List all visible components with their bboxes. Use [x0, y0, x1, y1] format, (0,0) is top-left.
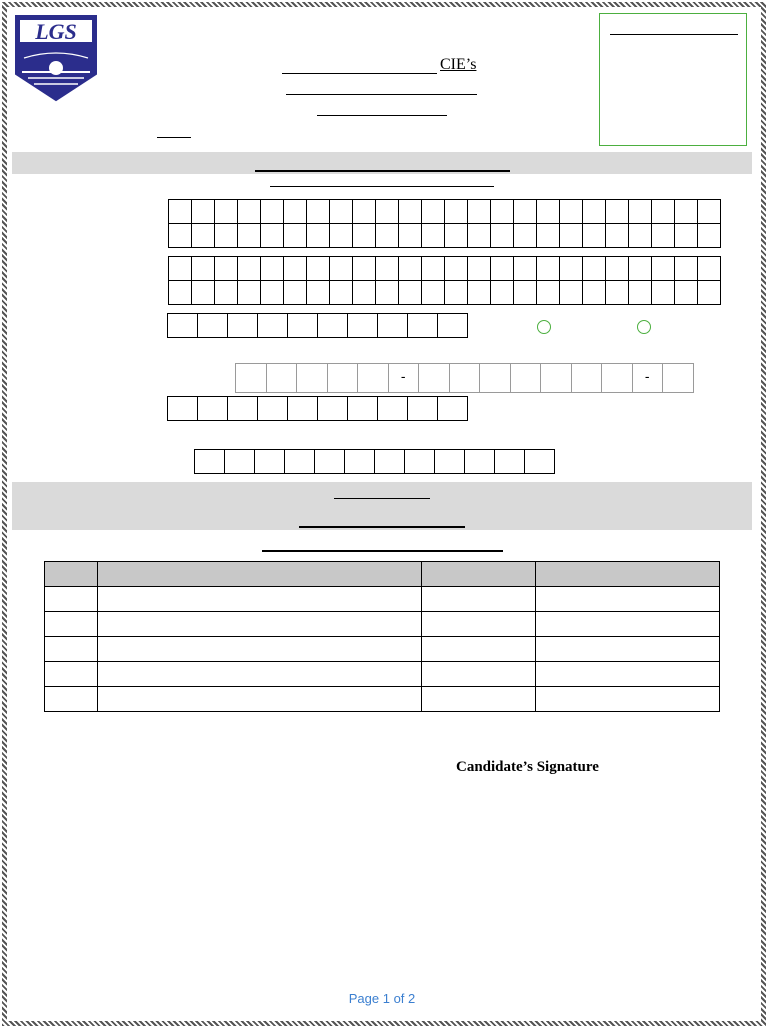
cnic-grid[interactable]: [236, 363, 694, 393]
name-cell[interactable]: [467, 199, 491, 224]
father-name-cell[interactable]: [513, 280, 537, 305]
table-header-cell: [97, 562, 422, 587]
name-cell[interactable]: [283, 223, 307, 248]
name-cell[interactable]: [329, 223, 353, 248]
dob-cell[interactable]: [167, 313, 198, 338]
cnic-cell[interactable]: [479, 363, 511, 393]
name-cell[interactable]: [352, 223, 376, 248]
table-row: [45, 637, 720, 662]
name-cell[interactable]: [490, 223, 514, 248]
photo-box-caption-line: [610, 34, 738, 35]
table-cell[interactable]: [45, 612, 98, 637]
dob-cell[interactable]: [197, 313, 228, 338]
contact-cell[interactable]: [227, 396, 258, 421]
name-grid[interactable]: [169, 200, 721, 248]
table-cell[interactable]: [536, 587, 720, 612]
name-cell[interactable]: [582, 199, 606, 224]
father-name-cell[interactable]: [674, 280, 698, 305]
center-cell[interactable]: [284, 449, 315, 474]
dob-cell[interactable]: [377, 313, 408, 338]
name-cell[interactable]: [674, 199, 698, 224]
section2-subheading-line: [299, 526, 465, 528]
cnic-cell[interactable]: [632, 363, 664, 393]
center-grid[interactable]: [195, 450, 555, 474]
section-band-subjects: [12, 482, 752, 530]
header-line-2: [286, 94, 477, 95]
cnic-dash: -: [644, 368, 650, 384]
father-name-cell[interactable]: [237, 280, 261, 305]
center-cell[interactable]: [374, 449, 405, 474]
section-heading-line: [255, 170, 510, 172]
photo-box[interactable]: [599, 13, 747, 146]
table-cell[interactable]: [97, 687, 422, 712]
father-name-cell[interactable]: [444, 256, 468, 281]
dob-cell[interactable]: [347, 313, 378, 338]
father-name-cell[interactable]: [237, 256, 261, 281]
dob-cell[interactable]: [287, 313, 318, 338]
center-cell[interactable]: [344, 449, 375, 474]
contact-cell[interactable]: [287, 396, 318, 421]
father-name-cell[interactable]: [352, 280, 376, 305]
name-cell[interactable]: [329, 199, 353, 224]
contact-grid[interactable]: [168, 397, 468, 421]
header-line-1: [282, 73, 437, 74]
dob-cell[interactable]: [437, 313, 468, 338]
father-name-cell[interactable]: [191, 256, 215, 281]
center-cell[interactable]: [314, 449, 345, 474]
name-cell[interactable]: [191, 199, 215, 224]
name-cell[interactable]: [237, 199, 261, 224]
name-cell[interactable]: [306, 223, 330, 248]
header-line-4: [157, 137, 191, 138]
name-cell[interactable]: [398, 199, 422, 224]
father-name-cell[interactable]: [260, 256, 284, 281]
dob-cell[interactable]: [317, 313, 348, 338]
table-cell[interactable]: [422, 637, 536, 662]
cnic-cell[interactable]: [327, 363, 359, 393]
table-row: [45, 587, 720, 612]
contact-row: [168, 397, 468, 421]
contact-cell[interactable]: [407, 396, 438, 421]
table-cell[interactable]: [97, 662, 422, 687]
table-cell[interactable]: [45, 687, 98, 712]
name-cell[interactable]: [559, 199, 583, 224]
cnic-cell[interactable]: [357, 363, 389, 393]
cnic-cell[interactable]: [601, 363, 633, 393]
page-indicator: Page 1 of 2: [348, 991, 416, 1006]
cnic-cell[interactable]: [571, 363, 603, 393]
father-name-cell[interactable]: [513, 256, 537, 281]
name-row: [169, 224, 721, 248]
name-cell[interactable]: [444, 199, 468, 224]
name-cell[interactable]: [237, 223, 261, 248]
table-cell[interactable]: [97, 612, 422, 637]
table-cell[interactable]: [97, 587, 422, 612]
table-cell[interactable]: [422, 587, 536, 612]
father-name-cell[interactable]: [628, 280, 652, 305]
name-cell[interactable]: [697, 199, 721, 224]
father-name-grid[interactable]: [169, 257, 721, 305]
father-name-cell[interactable]: [283, 256, 307, 281]
father-name-cell[interactable]: [352, 256, 376, 281]
father-name-cell[interactable]: [168, 256, 192, 281]
father-name-cell[interactable]: [214, 256, 238, 281]
father-name-cell[interactable]: [214, 280, 238, 305]
father-name-row: [169, 257, 721, 281]
name-cell[interactable]: [375, 199, 399, 224]
father-name-cell[interactable]: [559, 256, 583, 281]
candidate-signature-label: Candidate’s Signature: [456, 759, 599, 775]
name-cell[interactable]: [260, 199, 284, 224]
cnic-cell[interactable]: [235, 363, 267, 393]
name-cell[interactable]: [697, 223, 721, 248]
cie-title: CIE’s: [440, 56, 477, 73]
table-cell[interactable]: [45, 637, 98, 662]
father-name-cell[interactable]: [697, 280, 721, 305]
father-name-cell[interactable]: [398, 280, 422, 305]
table-cell[interactable]: [45, 587, 98, 612]
father-name-row: [169, 281, 721, 305]
name-cell[interactable]: [283, 199, 307, 224]
center-cell[interactable]: [254, 449, 285, 474]
contact-cell[interactable]: [347, 396, 378, 421]
cnic-cell[interactable]: [266, 363, 298, 393]
father-name-cell[interactable]: [559, 280, 583, 305]
name-cell[interactable]: [444, 223, 468, 248]
section2-heading-line: [334, 498, 430, 499]
table-cell[interactable]: [536, 662, 720, 687]
father-name-cell[interactable]: [191, 280, 215, 305]
name-cell[interactable]: [421, 199, 445, 224]
name-cell[interactable]: [536, 223, 560, 248]
father-name-cell[interactable]: [490, 280, 514, 305]
name-cell[interactable]: [168, 199, 192, 224]
name-cell[interactable]: [398, 223, 422, 248]
contact-cell[interactable]: [317, 396, 348, 421]
cnic-cell[interactable]: [540, 363, 572, 393]
table-row: [45, 662, 720, 687]
name-cell[interactable]: [214, 199, 238, 224]
father-name-cell[interactable]: [651, 256, 675, 281]
name-cell[interactable]: [674, 223, 698, 248]
father-name-cell[interactable]: [444, 280, 468, 305]
gender-radio-female[interactable]: [637, 320, 651, 334]
cnic-cell[interactable]: [662, 363, 694, 393]
header-line-3: [317, 115, 447, 116]
name-cell[interactable]: [513, 223, 537, 248]
name-cell[interactable]: [651, 199, 675, 224]
contact-cell[interactable]: [377, 396, 408, 421]
name-cell[interactable]: [421, 223, 445, 248]
center-cell[interactable]: [524, 449, 555, 474]
table-header-row: [45, 562, 720, 587]
name-cell[interactable]: [352, 199, 376, 224]
center-cell[interactable]: [494, 449, 525, 474]
father-name-cell[interactable]: [674, 256, 698, 281]
subjects-table: [44, 561, 720, 712]
father-name-cell[interactable]: [490, 256, 514, 281]
table-header-cell: [422, 562, 536, 587]
name-cell[interactable]: [513, 199, 537, 224]
name-cell[interactable]: [582, 223, 606, 248]
center-cell[interactable]: [194, 449, 225, 474]
table-cell[interactable]: [45, 662, 98, 687]
name-cell[interactable]: [214, 223, 238, 248]
father-name-cell[interactable]: [582, 280, 606, 305]
table-cell[interactable]: [536, 687, 720, 712]
father-name-cell[interactable]: [260, 280, 284, 305]
father-name-cell[interactable]: [283, 280, 307, 305]
name-row: [169, 200, 721, 224]
center-cell[interactable]: [404, 449, 435, 474]
father-name-cell[interactable]: [375, 280, 399, 305]
dob-cell[interactable]: [407, 313, 438, 338]
cnic-cell[interactable]: [296, 363, 328, 393]
father-name-cell[interactable]: [306, 256, 330, 281]
name-cell[interactable]: [559, 223, 583, 248]
lgs-logo: [14, 14, 98, 102]
father-name-cell[interactable]: [651, 280, 675, 305]
name-cell[interactable]: [536, 199, 560, 224]
subjects-table-title-line: [262, 550, 503, 552]
cnic-cell[interactable]: [388, 363, 420, 393]
table-cell[interactable]: [422, 612, 536, 637]
father-name-cell[interactable]: [697, 256, 721, 281]
father-name-cell[interactable]: [628, 256, 652, 281]
father-name-cell[interactable]: [467, 280, 491, 305]
name-cell[interactable]: [191, 223, 215, 248]
contact-cell[interactable]: [197, 396, 228, 421]
name-cell[interactable]: [651, 223, 675, 248]
contact-cell[interactable]: [257, 396, 288, 421]
dob-cell[interactable]: [257, 313, 288, 338]
contact-cell[interactable]: [437, 396, 468, 421]
cnic-dash: -: [400, 368, 406, 384]
name-cell[interactable]: [467, 223, 491, 248]
name-cell[interactable]: [490, 199, 514, 224]
cnic-cell[interactable]: [418, 363, 450, 393]
table-cell[interactable]: [97, 637, 422, 662]
father-name-cell[interactable]: [306, 280, 330, 305]
section-subheading-line: [270, 186, 494, 187]
dob-cell[interactable]: [227, 313, 258, 338]
table-header-cell: [45, 562, 98, 587]
name-cell[interactable]: [260, 223, 284, 248]
cnic-cell[interactable]: [510, 363, 542, 393]
father-name-cell[interactable]: [168, 280, 192, 305]
father-name-cell[interactable]: [398, 256, 422, 281]
svg-text:LGS: LGS: [35, 19, 77, 44]
table-cell[interactable]: [536, 637, 720, 662]
father-name-cell[interactable]: [467, 256, 491, 281]
father-name-cell[interactable]: [536, 256, 560, 281]
center-cell[interactable]: [464, 449, 495, 474]
center-row: [195, 450, 555, 474]
father-name-cell[interactable]: [582, 256, 606, 281]
dob-grid[interactable]: [168, 314, 468, 338]
table-row: [45, 612, 720, 637]
name-cell[interactable]: [375, 223, 399, 248]
father-name-cell[interactable]: [329, 256, 353, 281]
father-name-cell[interactable]: [536, 280, 560, 305]
name-cell[interactable]: [605, 223, 629, 248]
name-cell[interactable]: [306, 199, 330, 224]
father-name-cell[interactable]: [605, 280, 629, 305]
father-name-cell[interactable]: [421, 256, 445, 281]
table-cell[interactable]: [536, 612, 720, 637]
dob-row: [168, 314, 468, 338]
table-row: [45, 687, 720, 712]
center-cell[interactable]: [224, 449, 255, 474]
name-cell[interactable]: [605, 199, 629, 224]
father-name-cell[interactable]: [605, 256, 629, 281]
table-cell[interactable]: [422, 687, 536, 712]
contact-cell[interactable]: [167, 396, 198, 421]
table-cell[interactable]: [422, 662, 536, 687]
father-name-cell[interactable]: [329, 280, 353, 305]
gender-radio-male[interactable]: [537, 320, 551, 334]
name-cell[interactable]: [168, 223, 192, 248]
table-header-cell: [536, 562, 720, 587]
center-cell[interactable]: [434, 449, 465, 474]
father-name-cell[interactable]: [375, 256, 399, 281]
father-name-cell[interactable]: [421, 280, 445, 305]
name-cell[interactable]: [628, 223, 652, 248]
name-cell[interactable]: [628, 199, 652, 224]
cnic-cell[interactable]: [449, 363, 481, 393]
